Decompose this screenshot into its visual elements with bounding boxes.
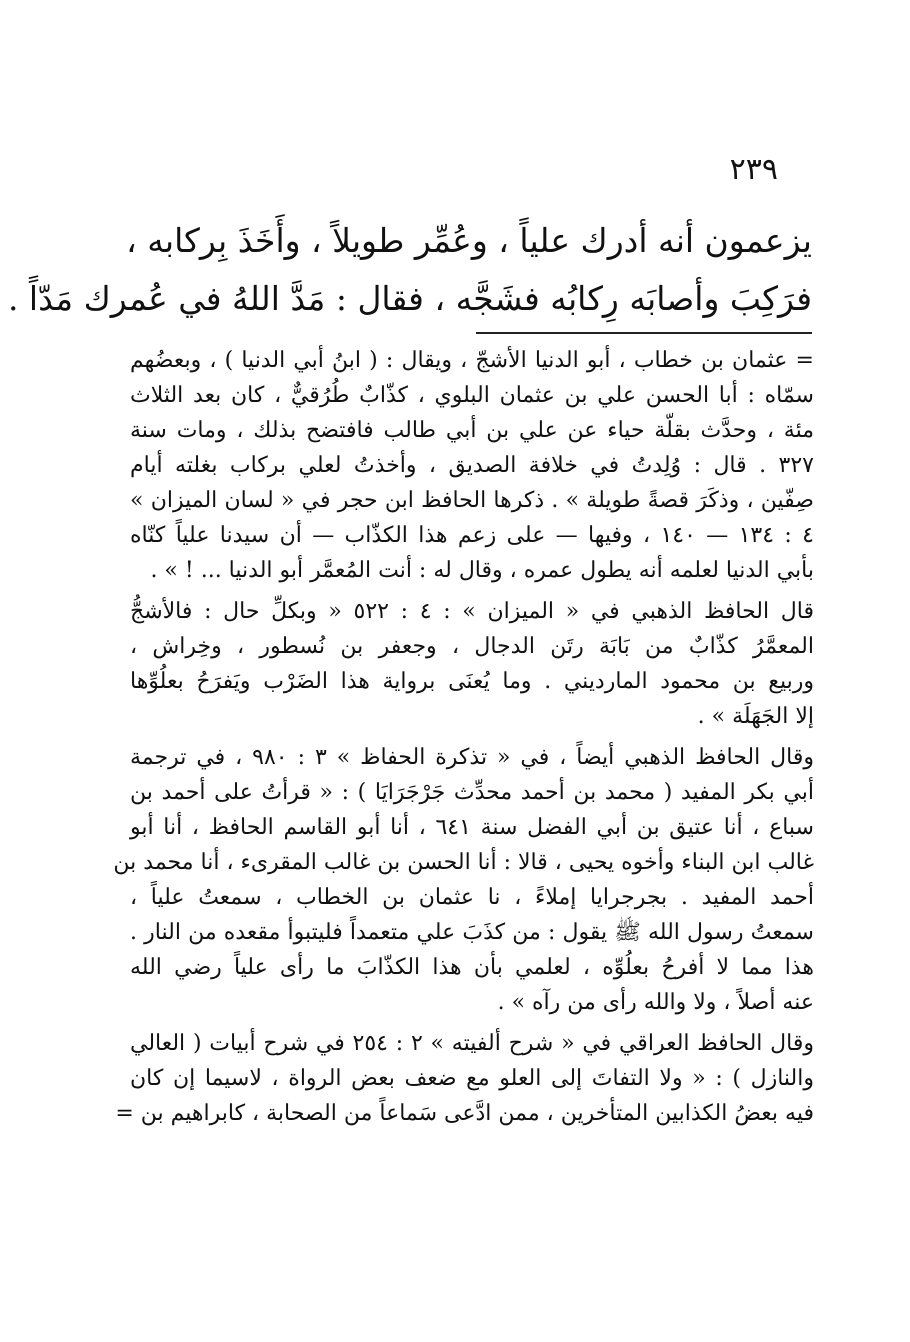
- main-text: [7, 212, 812, 328]
- footnote-line: مئة ، وحدَّث بقلّة حياء عن علي بن أبي طالب فافتضح بذلك ، ومات سنة: [130, 418, 814, 443]
- footnote-line: وقال الحافظ العراقي في « شرح ألفيته » ٢ : ٢٥٤ في شرح أبيات ( العالي: [130, 1031, 814, 1056]
- footnote-line: أحمد المفيد . بجرجرايا إملاءً ، نا عثمان بن الخطاب ، سمعتُ علياً ،: [130, 885, 814, 910]
- footnote-line: ٣٢٧ . قال : وُلِدتُ في خلافة الصديق ، وأخذتُ لعلي بركاب بغلته أيام: [130, 453, 814, 478]
- footnote-line: غالب ابن البناء وأخوه يحيى ، قالا : أنا الحسن بن غالب المقرىء ، أنا محمد بن: [113, 850, 814, 875]
- footnote-line: بأبي الدنيا لعلمه أنه يطول عمره ، وقال له : أنت المُعمَّر أبو الدنيا ... ! » .: [150, 558, 814, 583]
- footnotes: [113, 343, 815, 1137]
- footnote-line: عنه أصلاً ، ولا والله رأى من رآه » .: [497, 990, 814, 1015]
- footnote-paragraph: [113, 740, 815, 1020]
- footnote-line: فيه بعضُ الكذابين المتأخرين ، ممن ادَّعى سَماعاً من الصحابة ، كابراهيم بن =: [115, 1101, 814, 1126]
- footnote-line: = عثمان بن خطاب ، أبو الدنيا الأشجّ ، ويقال : ( ابنُ أبي الدنيا ) ، وبعضُهم: [130, 348, 814, 373]
- footnote-line: هذا مما لا أفرحُ بعلُوِّه ، لعلمي بأن هذا الكذّابَ ما رأى علياً رضي الله: [130, 955, 814, 980]
- footnote-line: سمعتُ رسول الله ﷺ يقول : من كذَبَ علي متعمداً فليتبوأ مقعده من النار .: [130, 920, 814, 945]
- footnote-line: أبي بكر المفيد ( محمد بن أحمد محدِّث جَرْجَرَايَا ) : « قرأتُ على أحمد بن: [130, 780, 814, 805]
- footnote-line: وربيع بن محمود المارديني . وما يُعنَى برواية هذا الضَرْب ويَفرَحُ بعلُوِّها: [130, 669, 814, 694]
- main-text-line: فرَكِبَ وأصابَه رِكابُه فشَجَّه ، فقال : مَدَّ اللهُ في عُمرك مَدّاً .: [7, 279, 812, 318]
- footnote-line: سباع ، أنا عتيق بن أبي الفضل سنة ٦٤١ ، أنا أبو القاسم الحافظ ، أنا أبو: [130, 815, 814, 840]
- footnote-line: سمّاه : أبا الحسن علي بن عثمان البلوي ، كذّابٌ طُرُقيٌّ ، كان بعد الثلاث: [130, 383, 814, 408]
- main-text-line: يزعمون أنه أدرك علياً ، وعُمِّر طويلاً ، وأَخَذَ بِركابه ،: [126, 221, 812, 260]
- footnote-line: قال الحافظ الذهبي في « الميزان » : ٤ : ٥٢٢ « وبكلِّ حال : فالأشجُّ: [130, 599, 814, 624]
- footnote-line: وقال الحافظ الذهبي أيضاً ، في « تذكرة الحفاظ » ٣ : ٩٨٠ ، في ترجمة: [130, 745, 815, 770]
- footnote-paragraph: [130, 594, 814, 734]
- footnote-divider: [476, 332, 812, 334]
- footnote-line: إلا الجَهَلَة » .: [697, 704, 814, 729]
- footnote-line: المعمَّرُ كذّابٌ من بَابَة رتَن الدجال ، وجعفر بن نُسطور ، وخِراش ،: [130, 634, 814, 659]
- footnote-line: والنازل ) : « ولا التفاتَ إلى العلو مع ضعف بعض الرواة ، لاسيما إن كان: [130, 1066, 814, 1091]
- footnote-paragraph: [115, 1026, 814, 1131]
- footnote-line: ٤ : ١٣٤ — ١٤٠ ، وفيها — على زعم هذا الكذّاب — أن سيدنا علياً كنّاه: [130, 523, 814, 548]
- footnote-line: صِفّين ، وذكَرَ قصةً طويلة » . ذكرها الحافظ ابن حجر في « لسان الميزان »: [130, 488, 814, 513]
- page-number: ٢٣٩: [729, 152, 778, 187]
- footnote-paragraph: [130, 343, 814, 588]
